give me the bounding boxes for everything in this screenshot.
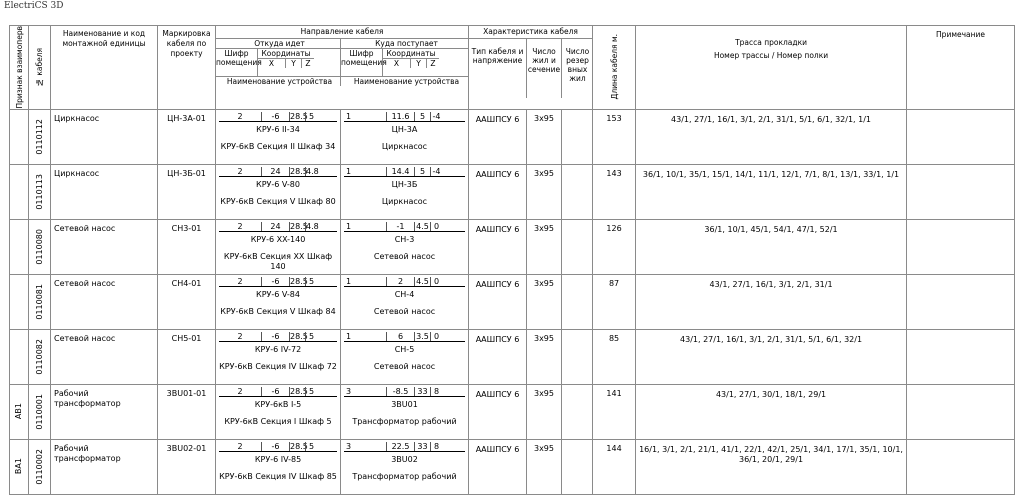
header-cable-no: № кабеля (29, 26, 51, 110)
length-cell: 85 (593, 329, 636, 384)
reserve-cell (562, 329, 593, 384)
reserve-cell (562, 109, 593, 164)
table-row (10, 439, 1015, 494)
table-row (10, 329, 1015, 384)
reserve-cell (562, 219, 593, 274)
table-row (10, 274, 1015, 329)
unit-name-cell: Сетевой насос (51, 219, 158, 274)
header-from-block: Откуда идет Шифр помещения Координаты X Y Z Наименование устройства (216, 39, 341, 86)
cores-cell: 3x95 (527, 384, 562, 439)
unit-name-cell: Сетевой насос (51, 274, 158, 329)
header-name: Наименование и код монтажной единицы (51, 26, 158, 110)
cable-number-cell: 0110112 (29, 109, 51, 164)
reserve-cell (562, 274, 593, 329)
cable-journal-table (9, 25, 1015, 495)
from-cell: 2 -6 28.5 5 КРУ-6 V-84 КРУ-6кВ Секция V Шкаф 84 (216, 274, 341, 329)
route-cell: 43/1, 27/1, 16/1, 3/1, 2/1, 31/1 (636, 274, 907, 329)
from-cell: 2 -6 28.5 5 КРУ-6 IV-72 КРУ-6кВ Секция IV Шкаф 72 (216, 329, 341, 384)
sign-cell (10, 274, 29, 329)
cores-cell: 3x95 (527, 109, 562, 164)
header-characteristics: Характеристика кабеля Тип кабеля и напряжение Число жил и сечение Число резер вных жил (469, 26, 593, 110)
unit-name-cell: Циркнасос (51, 164, 158, 219)
marking-cell: СН4-01 (158, 274, 216, 329)
sign-cell: ВА1 (10, 439, 29, 494)
header-length: Длина кабеля м. (593, 26, 636, 110)
reserve-cell (562, 439, 593, 494)
table-row (10, 384, 1015, 439)
marking-cell: ЦН-3Б-01 (158, 164, 216, 219)
route-cell: 43/1, 27/1, 30/1, 18/1, 29/1 (636, 384, 907, 439)
cable-number-cell: 0110081 (29, 274, 51, 329)
header-marking: Маркировка кабеля по проекту (158, 26, 216, 110)
cable-type-cell: ААШПСУ 6 (469, 164, 527, 219)
length-cell: 144 (593, 439, 636, 494)
header-row (10, 26, 1015, 110)
sign-cell (10, 109, 29, 164)
cable-number-cell: 0110001 (29, 384, 51, 439)
cores-cell: 3x95 (527, 219, 562, 274)
reserve-cell (562, 164, 593, 219)
cable-type-cell: ААШПСУ 6 (469, 329, 527, 384)
note-cell (907, 109, 1015, 164)
cores-cell: 3x95 (527, 439, 562, 494)
to-cell: 1 2 4.5 0 СН-4 Сетевой насос (341, 274, 469, 329)
unit-name-cell: Рабочий трансформатор (51, 439, 158, 494)
cable-number-cell: 0110082 (29, 329, 51, 384)
header-sign: Признак взаимоперв (10, 26, 29, 110)
cable-number-cell: 0110080 (29, 219, 51, 274)
cores-cell: 3x95 (527, 329, 562, 384)
to-cell: 1 14.4 5 -4 ЦН-3Б Циркнасос (341, 164, 469, 219)
from-cell: 2 24 28.5 4.8 КРУ-6 XX-140 КРУ-6кВ Секция XX Шкаф 140 (216, 219, 341, 274)
header-route: Трасса прокладки Номер трассы / Номер полки (636, 26, 907, 110)
marking-cell: ЦН-3А-01 (158, 109, 216, 164)
cable-type-cell: ААШПСУ 6 (469, 109, 527, 164)
header-direction: Направление кабеля Откуда идет Шифр помещения Координаты X Y Z Наименование устройства Куда поступает Шифр помещения Координаты X Y Z Наименование устройства (216, 26, 469, 110)
note-cell (907, 274, 1015, 329)
route-cell: 43/1, 27/1, 16/1, 3/1, 2/1, 31/1, 5/1, 6/1, 32/1 (636, 329, 907, 384)
route-cell: 36/1, 10/1, 45/1, 54/1, 47/1, 52/1 (636, 219, 907, 274)
length-cell: 143 (593, 164, 636, 219)
unit-name-cell: Рабочий трансформатор (51, 384, 158, 439)
to-cell: 1 6 3.5 0 СН-5 Сетевой насос (341, 329, 469, 384)
route-cell: 43/1, 27/1, 16/1, 3/1, 2/1, 31/1, 5/1, 6/1, 32/1, 1/1 (636, 109, 907, 164)
sign-cell (10, 219, 29, 274)
route-cell: 16/1, 3/1, 2/1, 21/1, 41/1, 22/1, 42/1, 25/1, 34/1, 17/1, 35/1, 10/1, 36/1, 20/1, 29/1 (636, 439, 907, 494)
header-to-block: Куда поступает Шифр помещения Координаты X Y Z Наименование устройства (341, 39, 469, 86)
from-cell: 2 -6 28.5 5 КРУ-6 IV-85 КРУ-6кВ Секция IV Шкаф 85 (216, 439, 341, 494)
app-title: ElectriCS 3D (4, 1, 64, 11)
cable-type-cell: ААШПСУ 6 (469, 219, 527, 274)
to-cell: 1 11.6 5 -4 ЦН-3А Циркнасос (341, 109, 469, 164)
marking-cell: СН3-01 (158, 219, 216, 274)
to-cell: 1 -1 4.5 0 СН-3 Сетевой насос (341, 219, 469, 274)
cable-type-cell: ААШПСУ 6 (469, 439, 527, 494)
header-note: Примечание (907, 26, 1015, 110)
cable-type-cell: ААШПСУ 6 (469, 384, 527, 439)
reserve-cell (562, 384, 593, 439)
marking-cell: 3BU01-01 (158, 384, 216, 439)
sign-cell (10, 329, 29, 384)
cores-cell: 3x95 (527, 164, 562, 219)
table-row (10, 164, 1015, 219)
sign-cell (10, 164, 29, 219)
length-cell: 153 (593, 109, 636, 164)
from-cell: 2 24 28.5 4.8 КРУ-6 V-80 КРУ-6кВ Секция V Шкаф 80 (216, 164, 341, 219)
sign-cell: АВ1 (10, 384, 29, 439)
length-cell: 126 (593, 219, 636, 274)
marking-cell: СН5-01 (158, 329, 216, 384)
to-cell: 3 -8.5 33 8 3BU01 Трансформатор рабочий (341, 384, 469, 439)
from-cell: 2 -6 28.5 5 КРУ-6кВ I-5 КРУ-6кВ Секция I Шкаф 5 (216, 384, 341, 439)
note-cell (907, 164, 1015, 219)
marking-cell: 3BU02-01 (158, 439, 216, 494)
length-cell: 87 (593, 274, 636, 329)
length-cell: 141 (593, 384, 636, 439)
table-row (10, 109, 1015, 164)
cores-cell: 3x95 (527, 274, 562, 329)
cable-number-cell: 0110113 (29, 164, 51, 219)
unit-name-cell: Циркнасос (51, 109, 158, 164)
from-cell: 2 -6 28.5 5 КРУ-6 II-34 КРУ-6кВ Секция II Шкаф 34 (216, 109, 341, 164)
note-cell (907, 384, 1015, 439)
cable-type-cell: ААШПСУ 6 (469, 274, 527, 329)
route-cell: 36/1, 10/1, 35/1, 15/1, 14/1, 11/1, 12/1, 7/1, 8/1, 13/1, 33/1, 1/1 (636, 164, 907, 219)
note-cell (907, 219, 1015, 274)
cable-number-cell: 0110002 (29, 439, 51, 494)
table-row (10, 219, 1015, 274)
note-cell (907, 439, 1015, 494)
to-cell: 3 22.5 33 8 3BU02 Трансформатор рабочий (341, 439, 469, 494)
note-cell (907, 329, 1015, 384)
unit-name-cell: Сетевой насос (51, 329, 158, 384)
